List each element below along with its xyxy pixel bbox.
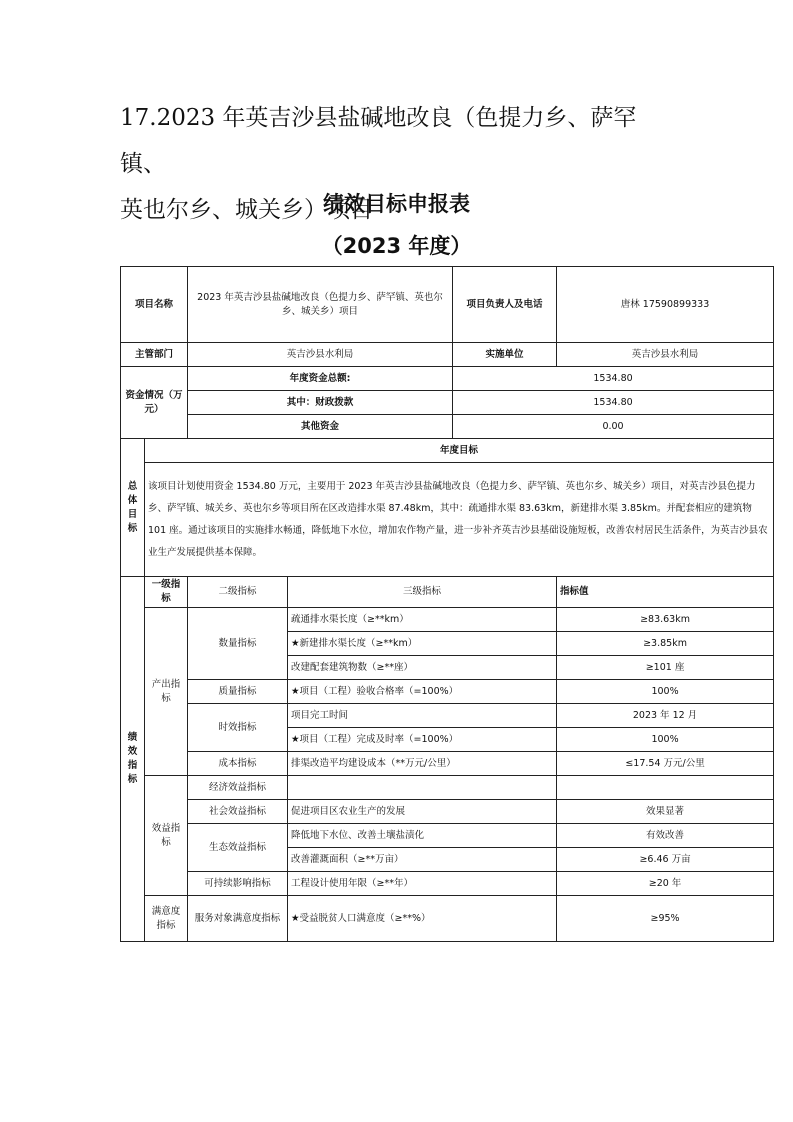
indicator-value: 效果显著 [557, 800, 774, 824]
table-row [121, 872, 774, 896]
leader-label: 项目负责人及电话 [453, 267, 557, 343]
indicator-name: 降低地下水位、改善土壤盐渍化 [288, 824, 557, 848]
indicator-value: ≥101 座 [557, 656, 774, 680]
funds-label: 资金情况（万元） [121, 367, 188, 439]
performance-target-table [120, 266, 774, 942]
indicator-name: 促进项目区农业生产的发展 [288, 800, 557, 824]
table-row [121, 752, 774, 776]
level3-header: 三级指标 [288, 577, 557, 608]
total-funds-label: 年度资金总额: [188, 367, 453, 391]
indicator-value: 2023 年 12 月 [557, 704, 774, 728]
overall-goal-label: 总体目标 [121, 439, 145, 577]
form-title: 绩效目标申报表 [323, 192, 470, 216]
benefit-indicators: 效益指标 [145, 776, 188, 896]
service-satisfaction-indicators: 服务对象满意度指标 [188, 896, 288, 942]
table-row [121, 800, 774, 824]
timeliness-indicators: 时效指标 [188, 704, 288, 752]
indicator-value: 100% [557, 728, 774, 752]
performance-indicators-label: 绩效指标 [121, 577, 145, 942]
impl-label: 实施单位 [453, 343, 557, 367]
impl-value: 英吉沙县水利局 [557, 343, 774, 367]
row-department [121, 343, 774, 367]
table-row [121, 824, 774, 848]
quantity-indicators: 数量指标 [188, 608, 288, 680]
row-goal-header [121, 439, 774, 463]
sustainability-indicators: 可持续影响指标 [188, 872, 288, 896]
indicator-value [557, 776, 774, 800]
output-indicators: 产出指标 [145, 608, 188, 776]
form-year: （2023 年度） [321, 234, 472, 258]
ecological-benefit-indicators: 生态效益指标 [188, 824, 288, 872]
indicator-name: 疏通排水渠长度（≥**km） [288, 608, 557, 632]
quality-indicators: 质量指标 [188, 680, 288, 704]
cost-indicators: 成本指标 [188, 752, 288, 776]
indicator-name: ★项目（工程）验收合格率（=100%） [288, 680, 557, 704]
indicator-value: ≥83.63km [557, 608, 774, 632]
row-funds-fiscal [121, 391, 774, 415]
indicator-value: ≤17.54 万元/公里 [557, 752, 774, 776]
table-row [121, 704, 774, 728]
indicator-name: 改善灌溉面积（≥**万亩） [288, 848, 557, 872]
satisfaction-indicators: 满意度指标 [145, 896, 188, 942]
indicator-name: 项目完工时间 [288, 704, 557, 728]
social-benefit-indicators: 社会效益指标 [188, 800, 288, 824]
indicator-name: ★项目（工程）完成及时率（=100%） [288, 728, 557, 752]
indicator-name: 排渠改造平均建设成本（**万元/公里） [288, 752, 557, 776]
indicator-name: ★受益脱贫人口满意度（≥**%） [288, 896, 557, 942]
indicator-value: ≥20 年 [557, 872, 774, 896]
other-funds-value: 0.00 [453, 415, 774, 439]
row-project-name [121, 267, 774, 343]
heading-line-1: 17.2023 年英吉沙县盐碱地改良（色提力乡、萨罕镇、 [120, 105, 637, 177]
table-row [121, 680, 774, 704]
row-funds-other [121, 415, 774, 439]
project-name-value: 2023 年英吉沙县盐碱地改良（色提力乡、萨罕镇、英也尔乡、城关乡）项目 [188, 267, 453, 343]
row-funds-total [121, 367, 774, 391]
fiscal-funds-label: 其中：财政拨款 [188, 391, 453, 415]
economic-benefit-indicators: 经济效益指标 [188, 776, 288, 800]
row-indicator-header [121, 577, 774, 608]
level2-header: 二级指标 [188, 577, 288, 608]
table-row [121, 896, 774, 942]
indicator-value: ≥3.85km [557, 632, 774, 656]
leader-value: 唐林 17590899333 [557, 267, 774, 343]
total-funds-value: 1534.80 [453, 367, 774, 391]
dept-label: 主管部门 [121, 343, 188, 367]
indicator-name: 工程设计使用年限（≥**年） [288, 872, 557, 896]
other-funds-label: 其他资金 [188, 415, 453, 439]
project-name-label: 项目名称 [121, 267, 188, 343]
row-goal-text [121, 463, 774, 577]
annual-goal-header: 年度目标 [145, 439, 774, 463]
heading-line-2: 英也尔乡、城关乡）项目 [120, 197, 373, 223]
indicator-name: ★新建排水渠长度（≥**km） [288, 632, 557, 656]
fiscal-funds-value: 1534.80 [453, 391, 774, 415]
table-row [121, 776, 774, 800]
indicator-value: 100% [557, 680, 774, 704]
annual-goal-text: 该项目计划使用资金 1534.80 万元，主要用于 2023 年英吉沙县盐碱地改良（色提力乡、萨罕镇、英也尔乡、城关乡）项目，对英吉沙县色提力乡、萨罕镇、城关乡、英也尔乡等项目所在区改造排水渠 87.48km，其中：疏通排水渠 83.63km，新建排水渠 3.85km。并配套相应的建筑物 101 座。通过该项目的实施排水畅通，降低地下水位，增加农作物产量，进一步补齐英吉沙县基础设施短板，改善农村居民生活条件，为英吉沙县农业生产发展提供基本保障。 [145, 463, 774, 577]
level1-header: 一级指标 [145, 577, 188, 608]
indicator-name: 改建配套建筑物数（≥**座） [288, 656, 557, 680]
indicator-value: ≥95% [557, 896, 774, 942]
table-row [121, 608, 774, 632]
indicator-value: ≥6.46 万亩 [557, 848, 774, 872]
indicator-name [288, 776, 557, 800]
indicator-value-header: 指标值 [557, 577, 774, 608]
indicator-value: 有效改善 [557, 824, 774, 848]
dept-value: 英吉沙县水利局 [188, 343, 453, 367]
